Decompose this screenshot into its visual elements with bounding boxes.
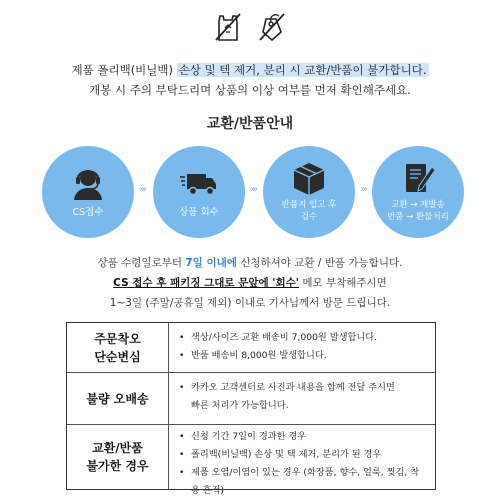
arrow-2: ››› — [250, 184, 256, 195]
top-icons — [0, 10, 500, 46]
desc-line-3: 1~3일 (주말/공휴일 제외) 이내로 기사님께서 방문 드립니다. — [109, 297, 391, 309]
step-label: CS접수 — [72, 207, 104, 218]
list-item — [179, 379, 425, 397]
item-text: 폴리백(비닐백) 손상 및 택 제거, 분리가 된 경우 — [191, 449, 382, 460]
list-item — [179, 464, 425, 500]
no-tag-removal-icon — [255, 10, 289, 44]
list-item — [179, 446, 425, 464]
notice-highlight: 손상 및 텍 제거, 분리 시 교환/반품이 불가합니다. — [178, 63, 427, 77]
list-item — [179, 347, 425, 365]
return-description — [0, 253, 500, 313]
row-head-line: 불량 오배송 — [86, 391, 149, 406]
table-row — [67, 425, 435, 496]
item-text: 신청 기간 7일이 경과한 경우 — [191, 431, 307, 442]
row-head — [67, 373, 169, 424]
list-item — [179, 428, 425, 446]
bullet: • — [179, 382, 185, 393]
notice — [0, 60, 500, 100]
step-label: 상품 회수 — [179, 207, 219, 218]
item-continuation: 빠른 처리가 가능합니다. — [191, 400, 289, 411]
step-label-line-1: 반품지 입고 후 — [281, 200, 337, 210]
no-plastic-bag-icon — [211, 10, 245, 44]
step-label-line-2: 검수 — [300, 212, 318, 222]
row-head-line: 불가한 경우 — [86, 459, 149, 473]
bullet: • — [179, 449, 185, 460]
step-label-line-2: 반품 → 환불처리 — [387, 212, 449, 222]
row-head-line: 교환/반품 — [92, 441, 143, 455]
row-head — [67, 323, 169, 372]
document-pen-icon — [398, 161, 438, 197]
desc-period-highlight: 7일 이내에 — [185, 257, 237, 269]
headset-agent-icon — [68, 165, 108, 201]
step-result — [372, 146, 464, 238]
step-cs — [42, 146, 134, 238]
row-body — [169, 323, 435, 372]
item-text: 반품 배송비 8,000원 발생합니다. — [191, 350, 327, 361]
step-label-line-1: 교환 → 재발송 — [391, 200, 445, 210]
notice-line-1 — [0, 60, 500, 80]
row-body — [169, 425, 435, 496]
desc-text: 신청하셔야 교환 / 반품 가능합니다. — [236, 257, 403, 269]
item-text: 카카오 고객센터로 사진과 내용을 함께 전달 주시면 — [191, 382, 395, 393]
list-item — [179, 329, 425, 347]
notice-line-2: 개봉 시 주의 부탁드리며 상품의 이상 여부를 먼저 확인해주세요. — [89, 83, 411, 97]
bullet: • — [179, 467, 185, 478]
item-text: 색상/사이즈 교환 배송비 7,000원 발생합니다. — [191, 332, 378, 343]
process-steps — [0, 146, 500, 240]
policy-table — [66, 322, 436, 496]
box-icon — [289, 161, 329, 197]
arrow-1: ››› — [139, 184, 145, 195]
table-row — [67, 323, 435, 373]
item-text: 제품 오염/이염이 있는 경우 (화장품, 향수, 얼룩, 찢김, 착용 흔적) — [191, 467, 420, 496]
row-head — [67, 425, 169, 489]
notice-line-1-text: 제품 폴리백(비닐백) — [71, 63, 177, 77]
desc-emphasis: CS 접수 후 패키징 그대로 문앞에 '회수' — [113, 277, 299, 289]
row-head-line: 단순변심 — [94, 349, 141, 364]
desc-text: 상품 수령일로부터 — [97, 257, 186, 269]
desc-line-1 — [0, 253, 500, 273]
bullet: • — [179, 350, 185, 361]
table-row — [67, 373, 435, 425]
desc-text: 메모 부착해주시면 — [299, 277, 387, 289]
bullet: • — [179, 431, 185, 442]
desc-line-2 — [0, 273, 500, 293]
row-body — [169, 373, 435, 424]
row-head-line: 주문착오 — [94, 331, 141, 346]
bullet: • — [179, 332, 185, 343]
step-inspection — [263, 146, 355, 238]
delivery-truck-icon — [179, 165, 219, 201]
arrow-3: ››› — [360, 184, 366, 195]
step-pickup — [153, 146, 245, 238]
section-title: 교환/반품안내 — [206, 116, 294, 132]
